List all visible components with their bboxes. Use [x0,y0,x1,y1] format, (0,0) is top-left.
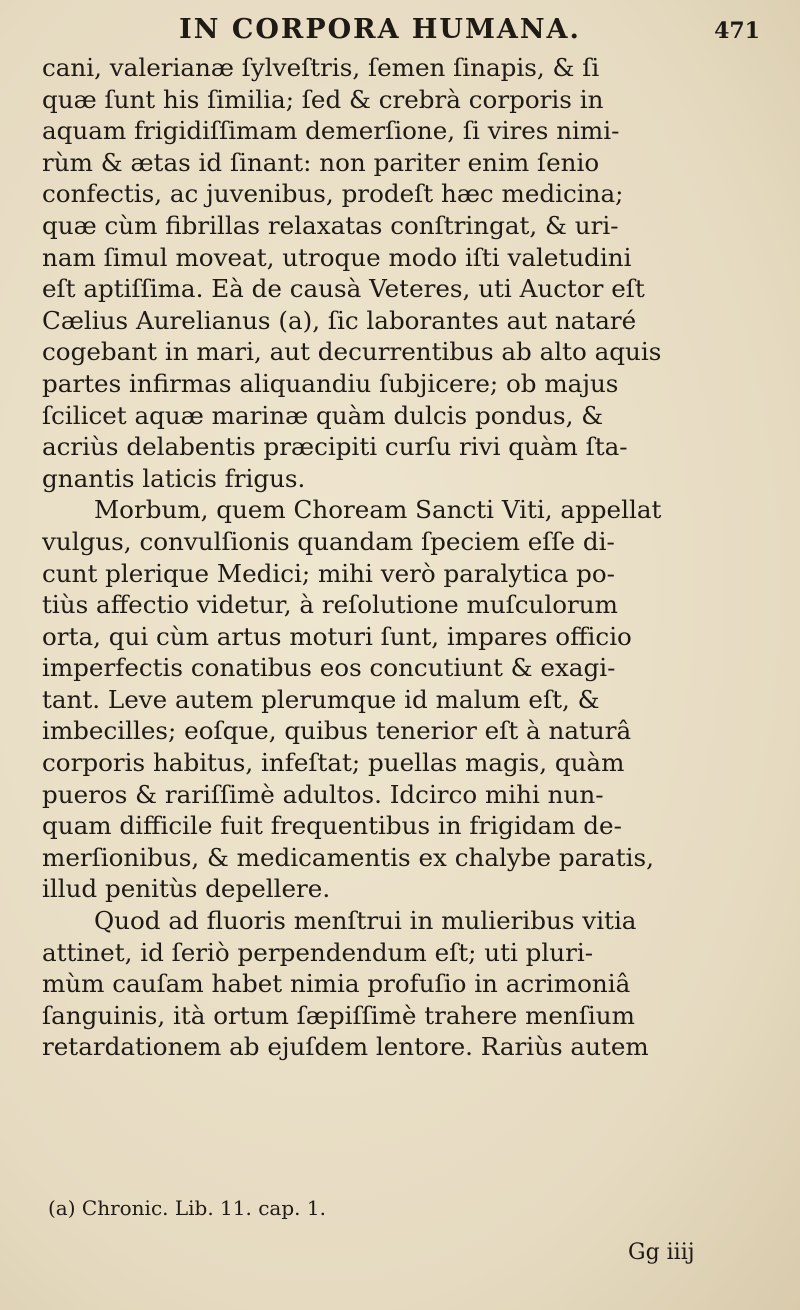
text-line: imperfectis conatibus eos concutiunt & exagi- [42,653,616,683]
text-line: acriùs delabentis præcipiti curſu rivi quàm ſta- [42,432,628,462]
text-line: vulgus, convulſionis quandam ſpeciem eſſe di- [42,526,615,556]
text-line: nam ſimul moveat, utroque modo iſti valetudini [42,242,632,272]
page-number: 471 [714,18,760,44]
paragraph-start-line: Morbum, quem Choream Sancti Viti, appellat [94,495,662,525]
text-line: ſanguinis, ità ortum ſæpiſſimè trahere menſium [42,1000,635,1030]
text-line: confectis, ac juvenibus, prodeſt hæc medicina; [42,179,624,209]
text-line: tant. Leve autem plerumque id malum eſt, & [42,684,600,714]
text-line: cogebant in mari, aut decurrentibus ab alto aquis [42,337,662,367]
text-line: tiùs affectio videtur, à reſolutione muſculorum [42,590,618,620]
text-line: orta, qui cùm artus moturi ſunt, impares officio [42,621,632,651]
text-line: partes infirmas aliquandiu ſubjicere; ob majus [42,368,619,398]
text-line: merſionibus, & medicamentis ex chalybe paratis, [42,842,654,872]
text-line: quæ cùm fibrillas relaxatas conſtringat, & uri- [42,210,619,240]
text-line: attinet, id ſeriò perpendendum eſt; uti pluri- [42,937,594,967]
text-line: quam difficile fuit frequentibus in frigidam de- [42,811,622,841]
text-line: Cælius Aurelianus (a), ſic laborantes aut nataré [42,305,637,335]
page-header [70,14,760,54]
text-line: gnantis laticis frigus. [42,463,306,493]
footnote: (a) Chronic. Lib. 11. cap. 1. [48,1196,326,1220]
text-line: aquam frigidiſſimam demerſione, ſi vires nimi- [42,116,620,146]
text-line: ſcilicet aquæ marinæ quàm dulcis pondus, & [42,400,604,430]
text-line: cani, valerianæ ſylveſtris, ſemen ſinapis, & ſi [42,53,600,82]
text-line: imbecilles; eoſque, quibus tenerior eſt à naturâ [42,716,632,746]
text-line: corporis habitus, infeſtat; puellas magis, quàm [42,748,625,778]
running-head: IN CORPORA HUMANA. [179,14,581,45]
paragraph-start-line: Quod ad fluoris menſtrui in mulieribus vitia [94,906,637,936]
text-line: mùm cauſam habet nimia profuſio in acrimoniâ [42,969,631,999]
text-line: illud penitùs depellere. [42,874,331,904]
text-line: eſt aptiſſima. Eà de causà Veteres, uti Auctor eſt [42,274,645,304]
text-line: rùm & ætas id ſinant: non pariter enim ſenio [42,147,600,177]
body-text [42,52,770,1063]
text-line: quæ ſunt his ſimilia; ſed & crebrà corporis in [42,84,604,114]
text-line: retardationem ab ejuſdem lentore. Rariùs autem [42,1032,649,1062]
text-line: pueros & rariſſimè adultos. Idcirco mihi nun- [42,779,604,809]
signature-mark: Gg iiij [628,1240,695,1265]
text-line: cunt plerique Medici; mihi verò paralytica po- [42,558,615,588]
